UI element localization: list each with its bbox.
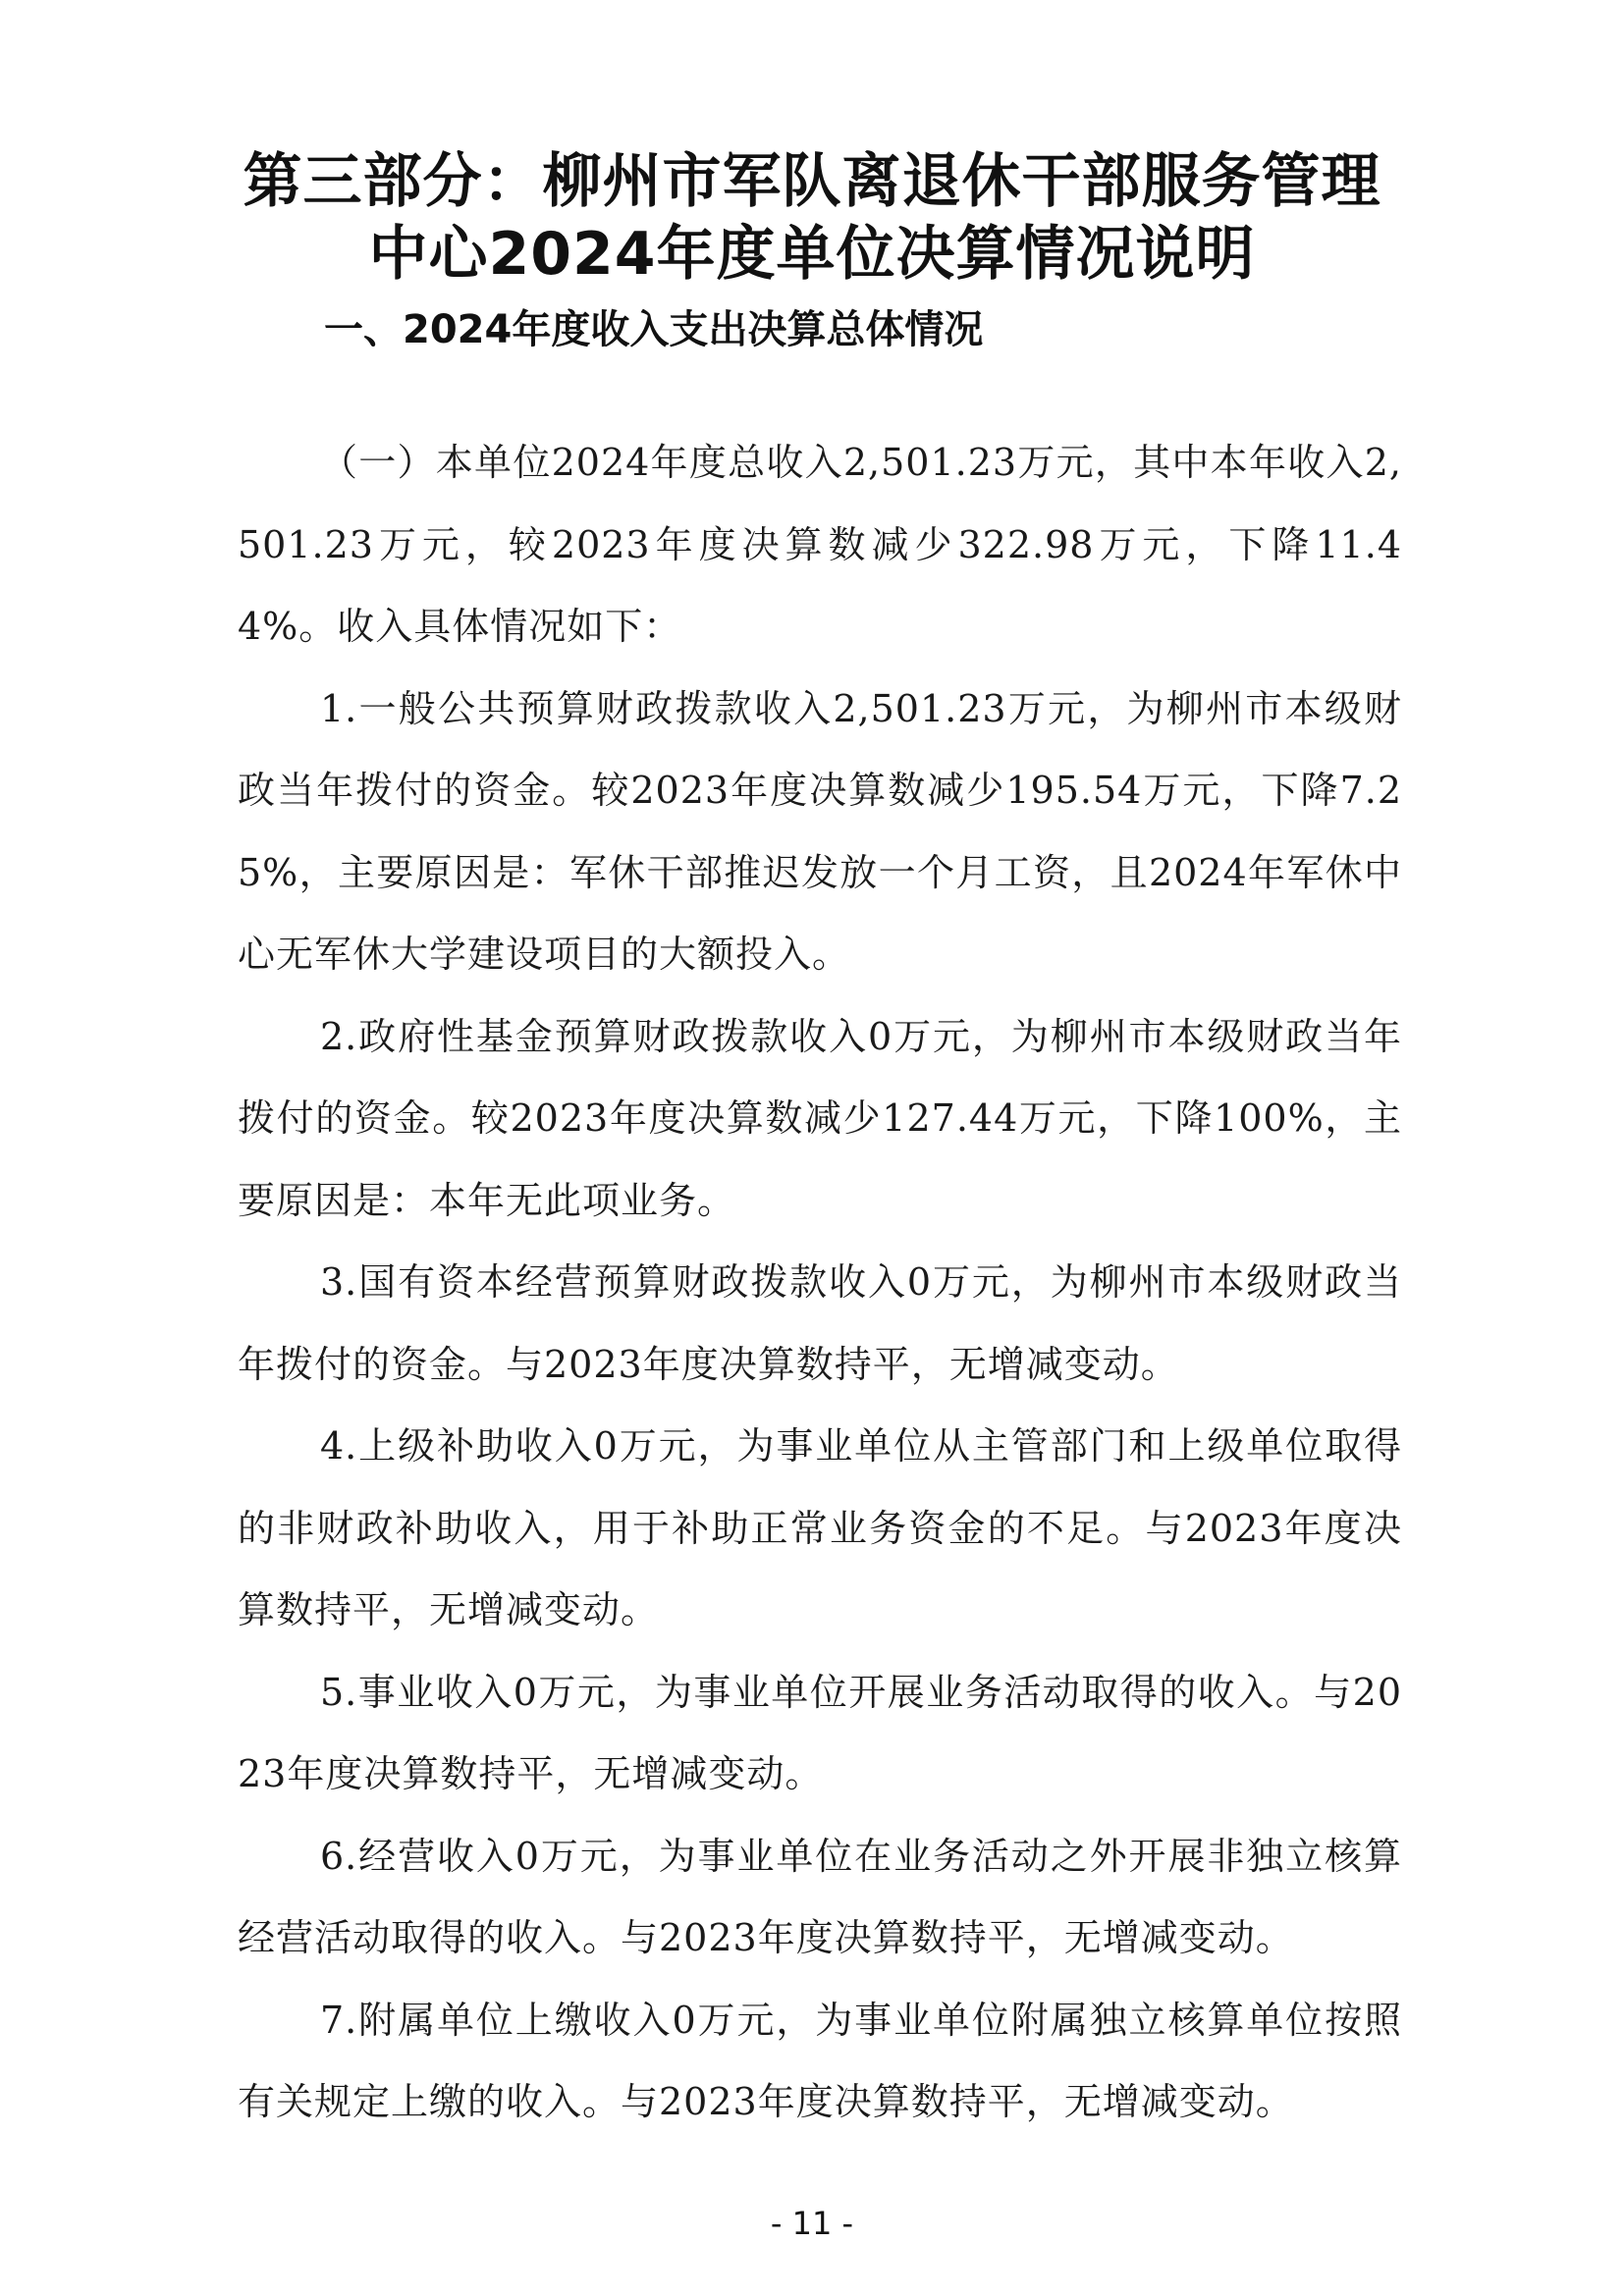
paragraph-item-3: 3.国有资本经营预算财政拨款收入0万元，为柳州市本级财政当年拨付的资金。与2023年度决算数持平，无增减变动。 bbox=[238, 1260, 1402, 1386]
paragraph-item-1: 1.一般公共预算财政拨款收入2,501.23万元，为柳州市本级财政当年拨付的资金。较2023年度决算数减少195.54万元，下降7.25%，主要原因是：军休干部推迟发放一个月工资，且2024年军休中心无军休大学建设项目的大额投入。 bbox=[238, 686, 1402, 976]
document-title-line-1: 第三部分：柳州市军队离退休干部服务管理 bbox=[243, 147, 1381, 217]
paragraph-intro: （一）本单位2024年度总收入2,501.23万元，其中本年收入2,501.23万元，较2023年度决算数减少322.98万元，下降11.44%。收入具体情况如下： bbox=[238, 441, 1402, 648]
document-title-line-2: 中心2024年度单位决算情况说明 bbox=[368, 220, 1256, 290]
document-title bbox=[157, 145, 1467, 291]
paragraph-item-5: 5.事业收入0万元，为事业单位开展业务活动取得的收入。与2023年度决算数持平，无增减变动。 bbox=[238, 1670, 1402, 1795]
paragraph-item-7: 7.附属单位上缴收入0万元，为事业单位附属独立核算单位按照有关规定上缴的收入。与2023年度决算数持平，无增减变动。 bbox=[238, 1998, 1402, 2123]
paragraph-item-2: 2.政府性基金预算财政拨款收入0万元，为柳州市本级财政当年拨付的资金。较2023年度决算数减少127.44万元，下降100%，主要原因是：本年无此项业务。 bbox=[238, 1014, 1402, 1222]
page-number: - 11 - bbox=[770, 2205, 854, 2242]
document-body bbox=[238, 422, 1402, 2144]
paragraph-item-4: 4.上级补助收入0万元，为事业单位从主管部门和上级单位取得的非财政补助收入，用于补助正常业务资金的不足。与2023年度决算数持平，无增减变动。 bbox=[238, 1424, 1402, 1631]
paragraph-item-6: 6.经营收入0万元，为事业单位在业务活动之外开展非独立核算经营活动取得的收入。与2023年度决算数持平，无增减变动。 bbox=[238, 1834, 1402, 1959]
section-heading: 一、2024年度收入支出决算总体情况 bbox=[324, 307, 984, 352]
